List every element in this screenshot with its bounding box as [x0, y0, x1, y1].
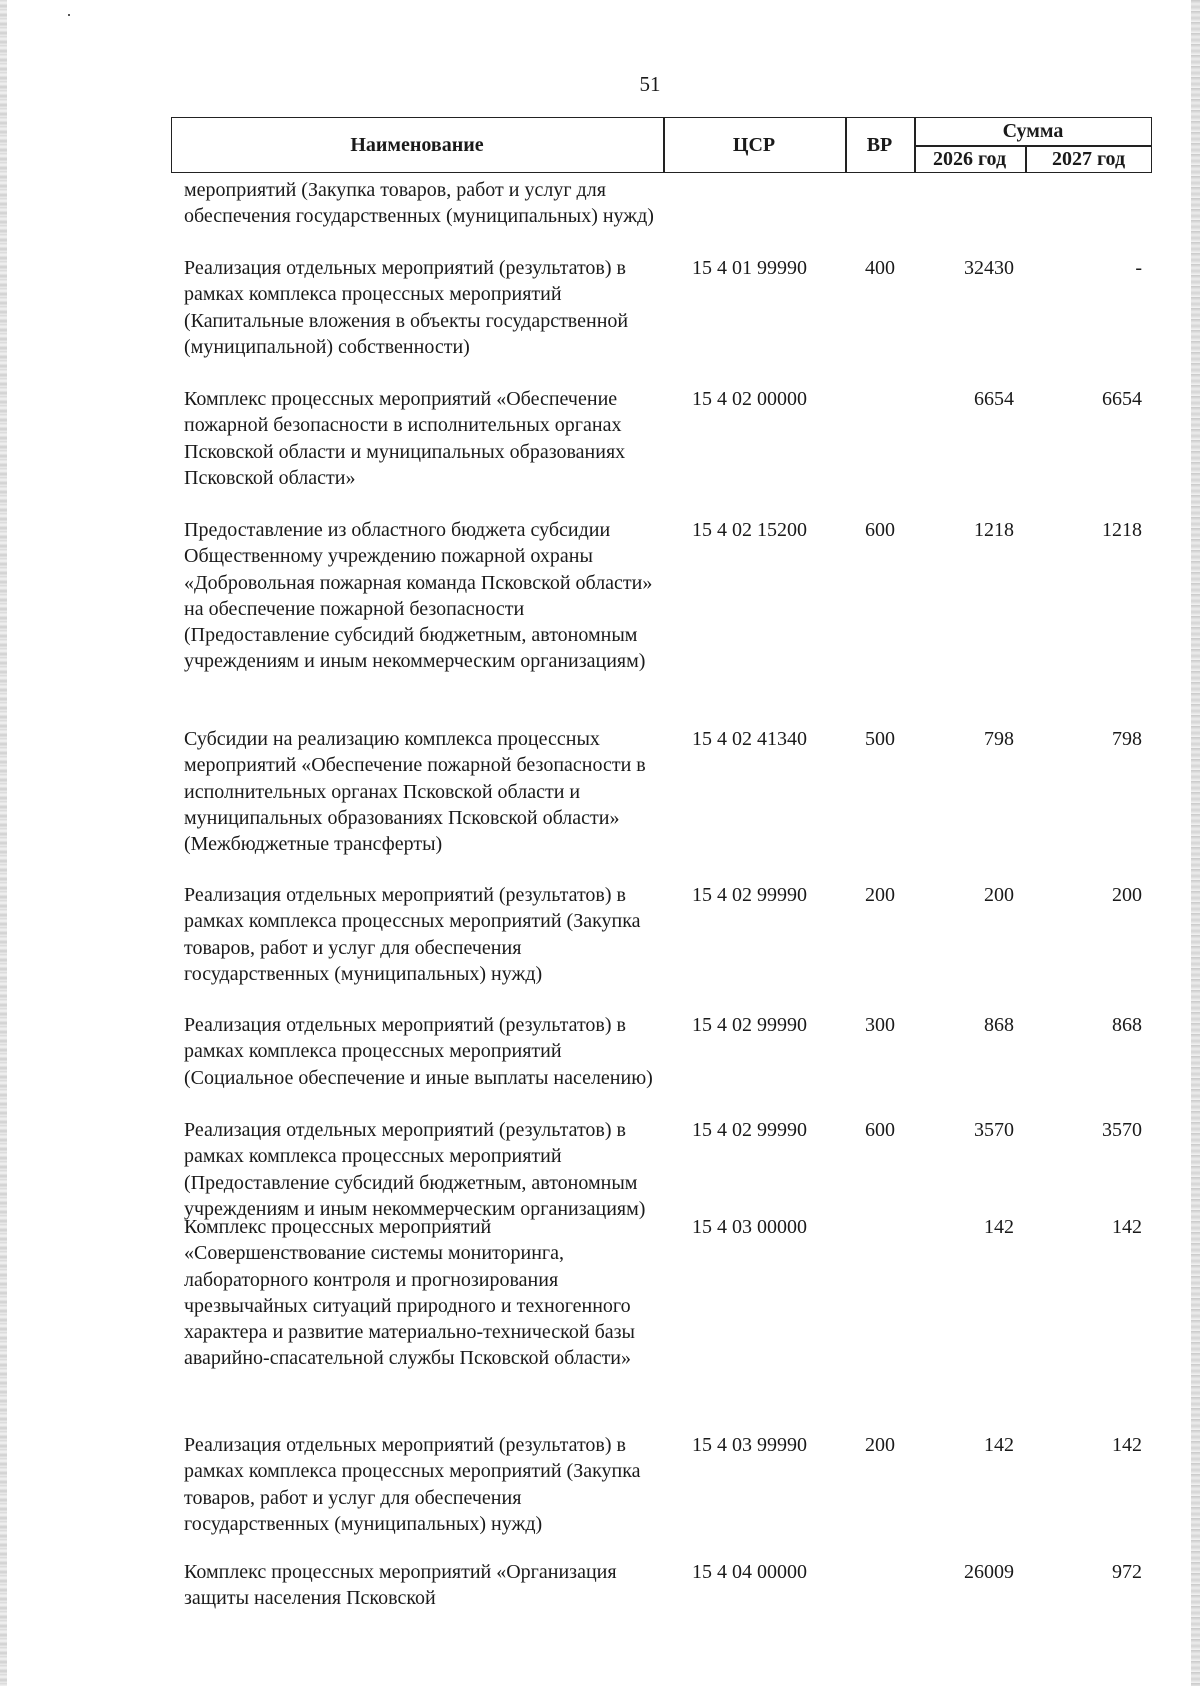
row-vr: 600	[865, 519, 895, 541]
row-csr: 15 4 02 99990	[692, 1119, 807, 1141]
row-csr: 15 4 02 99990	[692, 884, 807, 906]
row-csr: 15 4 04 00000	[692, 1561, 807, 1583]
row-sum-2027: 972	[1112, 1561, 1142, 1583]
row-name: Субсидии на реализацию комплекса процессных мероприятий «Обеспечение пожарной безопасности в исполнительных органах Псковской области и муниципальных образованиях Псковской области» (Межбюджетные трансферты)	[184, 728, 646, 856]
row-name: Реализация отдельных мероприятий (результатов) в рамках комплекса процессных мероприятий (Закупка товаров, работ и услуг для обеспечения государственных (муниципальных) нужд)	[184, 1434, 641, 1535]
scan-speck	[68, 14, 70, 16]
row-csr: 15 4 02 15200	[692, 519, 807, 541]
row-csr: 15 4 03 99990	[692, 1434, 807, 1456]
row-sum-2026: 200	[984, 884, 1014, 906]
row-sum-2027: 1218	[1102, 519, 1142, 541]
row-vr: 200	[865, 884, 895, 906]
row-vr: 600	[865, 1119, 895, 1141]
row-name: Комплекс процессных мероприятий «Совершенствование системы мониторинга, лабораторного контроля и прогнозирования чрезвычайных ситуаций природного и техногенного характера и развитие материально-технической базы аварийно-спасательной службы Псковской области»	[184, 1216, 635, 1370]
row-name: Реализация отдельных мероприятий (результатов) в рамках комплекса процессных мероприятий (Закупка товаров, работ и услуг для обеспечения государственных (муниципальных) нужд)	[184, 884, 641, 985]
row-vr: 500	[865, 728, 895, 750]
row-name: Предоставление из областного бюджета субсидии Общественному учреждению пожарной охраны «Добровольная пожарная команда Псковской области» на обеспечение пожарной безопасности (Предоставление субсидий бюджетным, автономным учреждениям и иным некоммерческим организациям)	[184, 519, 653, 673]
row-name: Комплекс процессных мероприятий «Обеспечение пожарной безопасности в исполнительных органах Псковской области и муниципальных образованиях Псковской области»	[184, 388, 626, 489]
row-vr: 400	[865, 257, 895, 279]
row-sum-2027: 200	[1112, 884, 1142, 906]
row-csr: 15 4 02 99990	[692, 1014, 807, 1036]
row-csr: 15 4 02 00000	[692, 388, 807, 410]
row-sum-2026: 868	[984, 1014, 1014, 1036]
row-vr: 200	[865, 1434, 895, 1456]
row-sum-2027: -	[1135, 257, 1142, 279]
header-sum: Сумма	[1002, 120, 1064, 142]
row-sum-2026: 3570	[974, 1119, 1014, 1141]
row-csr: 15 4 03 00000	[692, 1216, 807, 1238]
row-sum-2027: 3570	[1102, 1119, 1142, 1141]
header-name: Наименование	[350, 134, 484, 156]
page-number: 51	[639, 72, 661, 96]
header-year-2026: 2026 год	[932, 148, 1007, 170]
row-sum-2026: 6654	[974, 388, 1014, 410]
row-sum-2027: 798	[1112, 728, 1142, 750]
scan-edge-right	[1191, 0, 1200, 1686]
header-divider-years	[914, 145, 1152, 147]
row-csr: 15 4 01 99990	[692, 257, 807, 279]
scan-edge-left	[0, 0, 7, 1686]
row-sum-2026: 32430	[964, 257, 1014, 279]
row-sum-2026: 1218	[974, 519, 1014, 541]
row-sum-2027: 868	[1112, 1014, 1142, 1036]
row-csr: 15 4 02 41340	[692, 728, 807, 750]
row-sum-2026: 142	[984, 1216, 1014, 1238]
row-name: Комплекс процессных мероприятий «Организация защиты населения Псковской	[184, 1561, 617, 1610]
row-vr: 300	[865, 1014, 895, 1036]
header-csr: ЦСР	[732, 134, 776, 156]
row-sum-2026: 26009	[964, 1561, 1014, 1583]
header-year-2027: 2027 год	[1051, 148, 1126, 170]
row-name: мероприятий (Закупка товаров, работ и услуг для обеспечения государственных (муниципальных) нужд)	[184, 179, 654, 228]
row-sum-2027: 142	[1112, 1434, 1142, 1456]
row-name: Реализация отдельных мероприятий (результатов) в рамках комплекса процессных мероприятий (Социальное обеспечение и иные выплаты населению)	[184, 1014, 653, 1089]
row-name: Реализация отдельных мероприятий (результатов) в рамках комплекса процессных мероприятий (Капитальные вложения в объекты государственной (муниципальной) собственности)	[184, 257, 629, 358]
row-name: Реализация отдельных мероприятий (результатов) в рамках комплекса процессных мероприятий (Предоставление субсидий бюджетным, автономным учреждениям и иным некоммерческим организациям)	[184, 1119, 646, 1220]
row-sum-2027: 6654	[1102, 388, 1142, 410]
row-sum-2027: 142	[1112, 1216, 1142, 1238]
row-sum-2026: 798	[984, 728, 1014, 750]
header-vr: ВР	[866, 134, 893, 156]
row-sum-2026: 142	[984, 1434, 1014, 1456]
